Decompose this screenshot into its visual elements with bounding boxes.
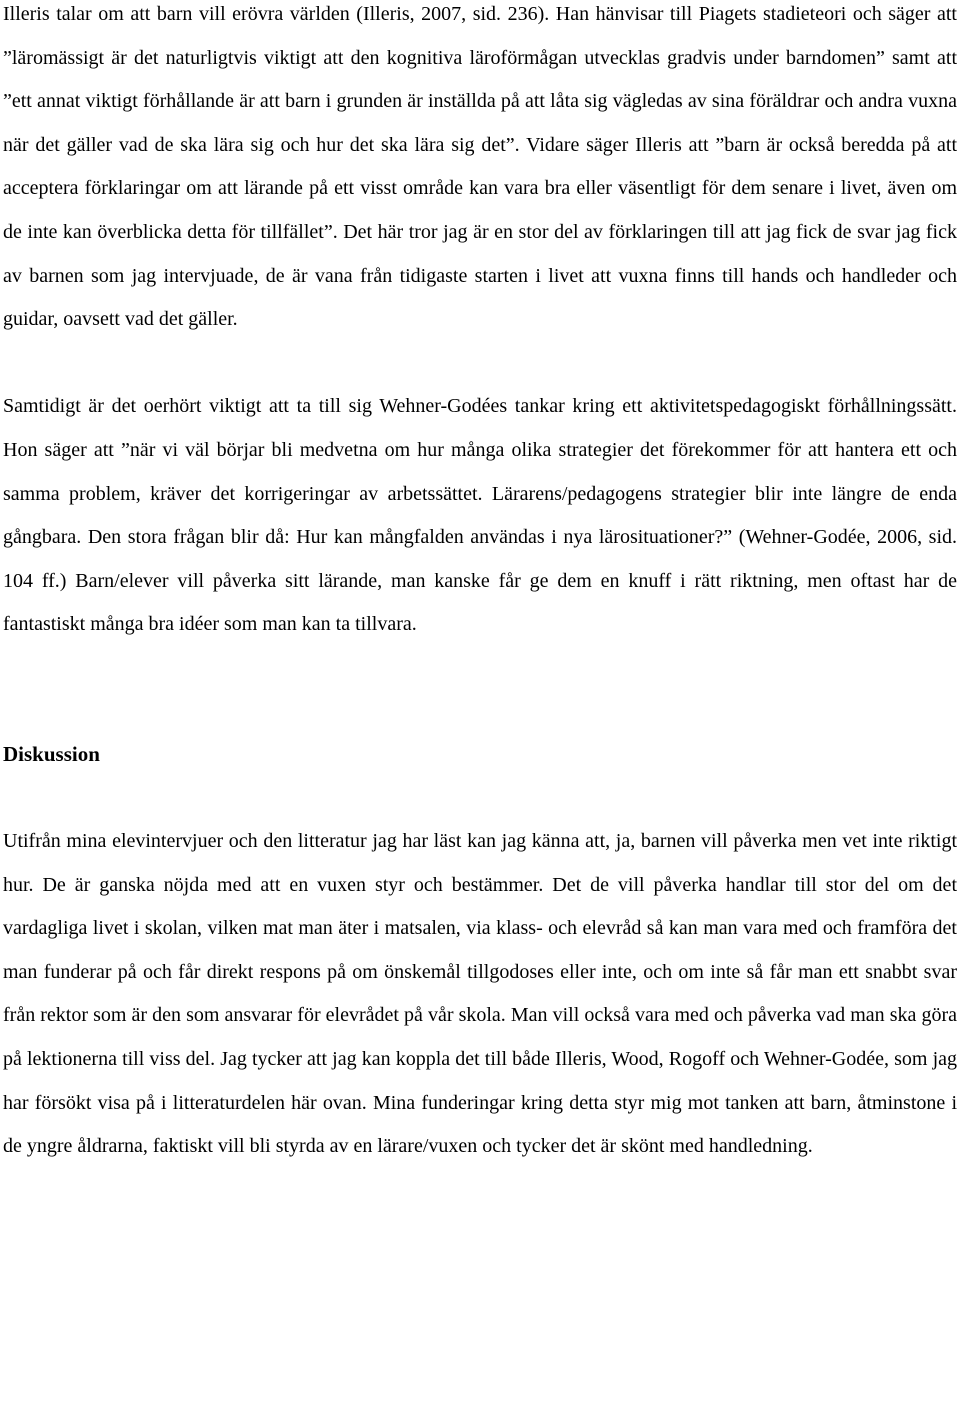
section-heading: Diskussion: [3, 741, 100, 766]
document-page: [3, 0, 957, 1169]
body-paragraph: Illeris talar om att barn vill erövra världen (Illeris, 2007, sid. 236). Han hänvisar till Piagets stadieteori och säger att ”läromässigt är det naturligtvis viktigt att den kognitiva läroförmågan utvecklas gradvis under barndomen” samt att ”ett annat viktigt förhållande är att barn i grunden är inställda på att låta sig vägledas av sina föräldrar och andra vuxna när det gäller vad de ska lära sig och hur det ska lära sig det”. Vidare säger Illeris att ”barn är också beredda på att acceptera förklaringar om att lärande på ett visst område kan vara bra eller väsentligt för dem senare i livet, även om de inte kan överblicka detta för tillfället”. Det här tror jag är en stor del av förklaringen till att jag fick de svar jag fick av barnen som jag intervjuade, de är vana från tidigaste starten i livet att vuxna finns till hands och handleder och guidar, oavsett vad det gäller.: [3, 3, 957, 331]
body-paragraph: Samtidigt är det oerhört viktigt att ta till sig Wehner-Godées tankar kring ett aktivitetspedagogiskt förhållningssätt. Hon säger att ”när vi väl börjar bli medvetna om hur många olika strategier det förekommer för att hantera ett och samma problem, kräver det korrigeringar av arbetssättet. Lärarens/pedagogens strategier blir inte längre de enda gångbara. Den stora frågan blir då: Hur kan mångfalden användas i nya lärosituationer?” (Wehner-Godée, 2006, sid. 104 ff.) Barn/elever vill påverka sitt lärande, man kanske får ge dem en knuff i rätt riktning, men oftast har de fantastiskt många bra idéer som man kan ta tillvara.: [3, 395, 957, 636]
body-paragraph: Utifrån mina elevintervjuer och den litteratur jag har läst kan jag känna att, ja, barnen vill påverka men vet inte riktigt hur. De är ganska nöjda med att en vuxen styr och bestämmer. Det de vill påverka handlar till stor del om det vardagliga livet i skolan, vilken mat man äter i matsalen, via klass- och elevråd så kan man vara med och framföra det man funderar på och får direkt respons på om önskemål tillgodoses eller inte, och om inte så får man ett snabbt svar från rektor som är den som ansvarar för elevrådet på vår skola. Man vill också vara med och påverka vad man ska göra på lektionerna till viss del. Jag tycker att jag kan koppla det till både Illeris, Wood, Rogoff och Wehner-Godée, som jag har försökt visa på i litteraturdelen här ovan. Mina funderingar kring detta styr mig mot tanken att barn, åtminstone i de yngre åldrarna, faktiskt vill bli styrda av en lärare/vuxen och tycker det är skönt med handledning.: [3, 830, 957, 1158]
